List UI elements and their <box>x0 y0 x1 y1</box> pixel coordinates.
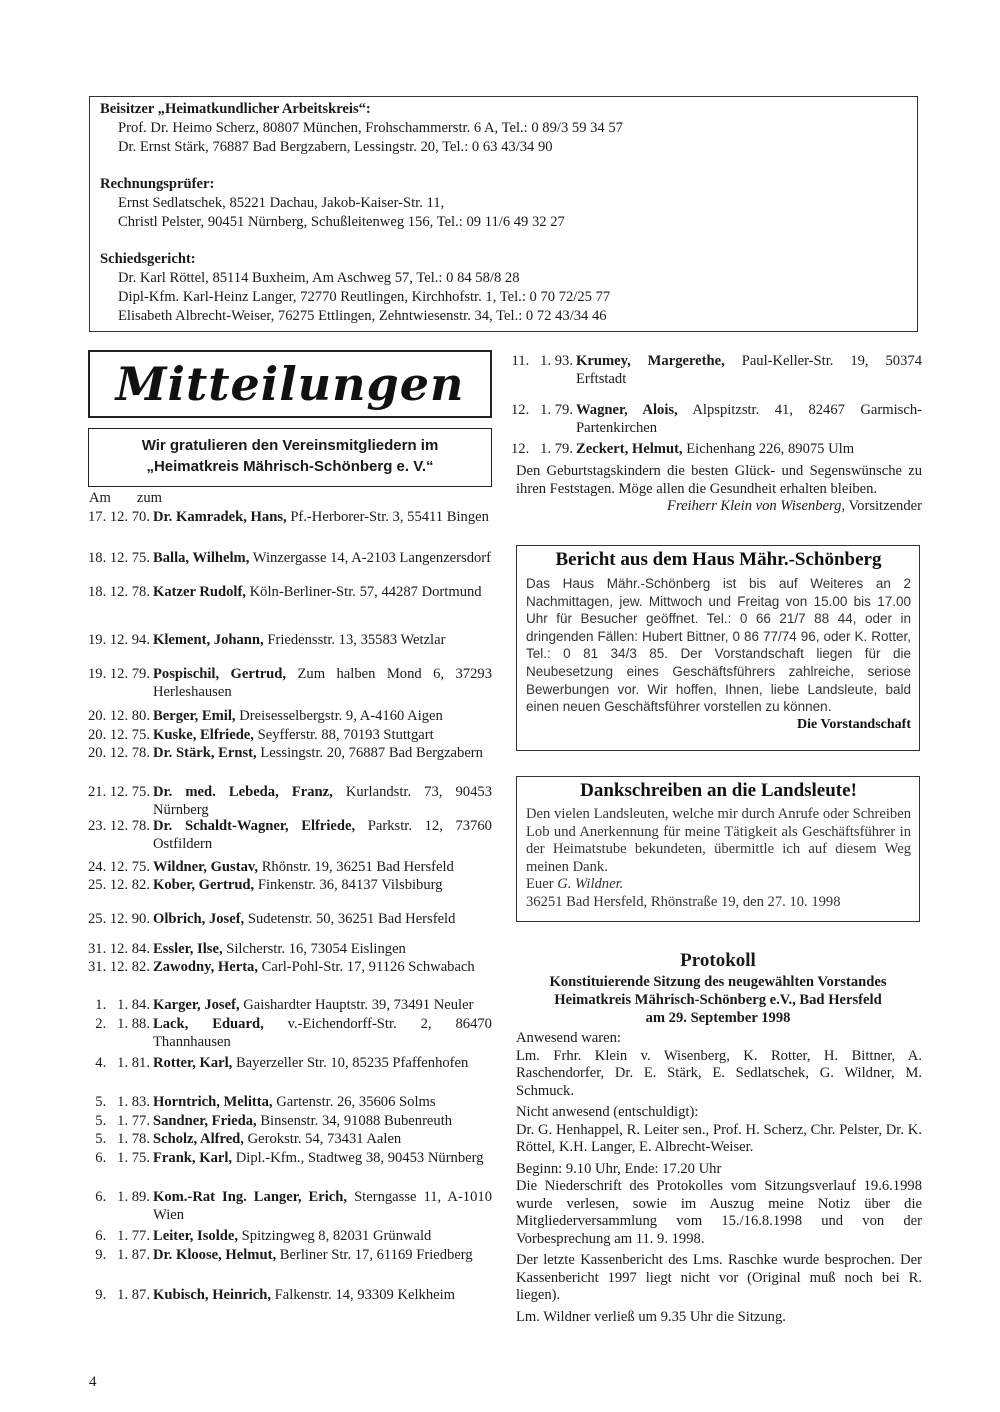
label-zum: zum <box>136 490 163 506</box>
member-name: Klement, Johann, <box>153 632 264 648</box>
member-address: Eichenhang 226, 89075 Ulm <box>686 441 855 457</box>
dank-box <box>516 776 920 922</box>
mitteilungen-heading: Mitteilungen <box>88 350 492 418</box>
member-name: Dr. Kamradek, Hans, <box>153 509 287 525</box>
member-name: Horntrich, Melitta, <box>153 1094 273 1110</box>
member-name: Kubisch, Heinrich, <box>153 1287 271 1303</box>
protokoll-paragraph: Die Niederschrift des Protokolles vom Sitzungsverlauf 19.6.1998 wurde verlesen, sowie im Auszug meine Notiz über die Mitgliederversammlung vom 15./16.8.1998 und von der Vorbesprechung am 11. 9. 1998. <box>516 1178 922 1247</box>
birthday-text <box>153 1287 492 1305</box>
member-name: Pospischil, Gertrud, <box>153 666 287 682</box>
member-address: Zum halben Mond 6, 37293 Herleshausen <box>153 666 492 700</box>
member-address: Gartenstr. 26, 35606 Solms <box>276 1094 436 1110</box>
birthday-date: 2. 1. 88. <box>95 1016 150 1032</box>
birthday-entry <box>82 666 492 702</box>
birthday-entry <box>505 402 922 438</box>
birthday-text <box>153 1055 492 1073</box>
member-name: Olbrich, Josef, <box>153 911 245 927</box>
bericht-signature: Die Vorstandschaft <box>797 716 911 732</box>
wishes-text: Den Geburtstagskindern die besten Glück- und Segenswünsche zu ihren Feststagen. Möge allen die Gesundheit erhalten bleiben. <box>516 463 922 497</box>
birthday-date: 24. 12. 75. <box>87 859 150 875</box>
page-number: 4 <box>89 1374 97 1390</box>
dank-place: 36251 Bad Hersfeld, Rhönstraße 19, den 27. 10. 1998 <box>526 893 841 910</box>
birthday-text <box>153 1150 492 1168</box>
member-name: Kuske, Elfriede, <box>153 727 254 743</box>
member-address: Pf.-Herborer-Str. 3, 55411 Bingen <box>290 509 489 525</box>
member-address: Finkenstr. 36, 84137 Vilsbiburg <box>257 877 443 893</box>
birthday-text <box>153 632 492 650</box>
birthday-entry <box>82 632 492 668</box>
member-address: Silcherstr. 16, 73054 Eislingen <box>226 941 406 957</box>
protokoll-paragraph: Beginn: 9.10 Uhr, Ende: 17.20 Uhr <box>516 1160 722 1177</box>
birthday-text <box>153 708 492 726</box>
birthday-text <box>153 859 492 877</box>
member-address: Kurlandstr. 73, 90453 Nürnberg <box>153 784 492 818</box>
protokoll-title: Protokoll <box>680 950 756 971</box>
member-address: Lessingstr. 20, 76887 Bad Bergzabern <box>260 745 483 761</box>
protokoll-subtitle <box>516 973 920 1027</box>
birthday-date: 11. 1. 93. <box>511 353 573 369</box>
congrats-line: Wir gratulieren den Vereinsmitgliedern im <box>141 437 439 454</box>
birthday-text <box>153 877 492 895</box>
birthday-entry <box>82 877 492 913</box>
birthday-text <box>153 1247 492 1265</box>
member-address: Friedensstr. 13, 35583 Wetzlar <box>267 632 446 648</box>
birthday-entry <box>82 1247 492 1283</box>
dank-text: Den vielen Landsleuten, welche mir durch Anrufe oder Schreiben Lob und Anerkennung für meine Tätigkeit als Geschäftsführer in der Heimatstube bekundeten, übermittle ich auf diesem Weg meinen Dank. <box>526 806 911 875</box>
board-line: Dr. Ernst Stärk, 76887 Bad Bergzabern, Lessingstr. 20, Tel.: 0 63 43/34 90 <box>118 139 553 155</box>
birthday-date: 1. 1. 84. <box>95 997 150 1013</box>
member-name: Lack, Eduard, <box>153 1016 264 1032</box>
congrats-line: „Heimatkreis Mährisch-Schönberg e. V.“ <box>146 458 434 475</box>
section-title: Beisitzer „Heimatkundlicher Arbeitskreis“: <box>100 101 371 117</box>
member-address: Sudetenstr. 50, 36251 Bad Hersfeld <box>247 911 456 927</box>
birthday-date: 6. 1. 77. <box>95 1228 150 1244</box>
congratulations-box <box>88 428 492 487</box>
birthday-text <box>153 509 492 527</box>
birthday-entry <box>82 550 492 586</box>
member-address: Paul-Keller-Str. 19, 50374 Erftstadt <box>576 353 922 387</box>
birthday-date: 25. 12. 82. <box>87 877 150 893</box>
member-name: Katzer Rudolf, <box>153 584 246 600</box>
member-address: Dipl.-Kfm., Stadtweg 38, 90453 Nürnberg <box>235 1150 484 1166</box>
protokoll-paragraph: Lm. Wildner verließ um 9.35 Uhr die Sitzung. <box>516 1308 786 1325</box>
protokoll-paragraph: Nicht anwesend (entschuldigt): <box>516 1104 699 1120</box>
birthday-date: 9. 1. 87. <box>95 1247 150 1263</box>
birthday-date: 23. 12. 78. <box>87 818 150 834</box>
member-address: Gerokstr. 54, 73431 Aalen <box>247 1131 402 1147</box>
member-address: Binsenstr. 34, 91088 Bubenreuth <box>260 1113 453 1129</box>
protokoll-paragraph: Anwesend waren: <box>516 1030 621 1046</box>
euer-name: G. Wildner. <box>557 876 624 893</box>
birthday-date: 9. 1. 87. <box>95 1287 150 1303</box>
birthday-date: 6. 1. 75. <box>95 1150 150 1166</box>
label-am: Am <box>89 490 111 506</box>
bericht-text: Das Haus Mähr.-Schönberg ist bis auf Weiteres an 2 Nachmittagen, jew. Mittwoch und Freitag von 15.00 bis 17.00 Uhr für Besucher geöffnet. Tel.: 0 66 21/7 88 44, oder in dringenden Fällen: Hubert Bittner, 0 86 77/74 96, oder K. Rotter, Tel.: 0 81 34/3 85. Der Vorstandschaft liegen für die Neubesetzung eines Geschäftsführers zahlreiche, seriose Bewerbungen vor. Wir hoffen, Ihnen, liebe Landsleute, bald einen neuen Geschäftsführer vorstellen zu können. <box>526 576 911 715</box>
protokoll-sub-line: am 29. September 1998 <box>645 1010 791 1026</box>
birthday-text <box>153 745 492 763</box>
birthday-entry <box>505 353 922 389</box>
member-name: Frank, Karl, <box>153 1150 233 1166</box>
member-address: Dreisesselbergstr. 9, A-4160 Aigen <box>239 708 443 724</box>
birthday-entry <box>82 1055 492 1091</box>
birthday-text <box>153 666 492 701</box>
birthday-text <box>153 959 492 977</box>
member-name: Karger, Josef, <box>153 997 240 1013</box>
birthday-date: 21. 12. 75. <box>87 784 150 800</box>
birthday-date: 18. 12. 75. <box>87 550 150 566</box>
birthday-text <box>153 911 492 929</box>
euer: Euer <box>526 876 554 893</box>
member-address: Spitzingweg 8, 82031 Grünwald <box>241 1228 432 1244</box>
member-address: Berliner Str. 17, 61169 Friedberg <box>279 1247 473 1263</box>
birthday-text <box>153 818 492 853</box>
birthday-entry <box>82 1016 492 1052</box>
birthday-date: 20. 12. 75. <box>87 727 150 743</box>
board-section-schiedsgericht <box>100 250 917 326</box>
member-name: Dr. Stärk, Ernst, <box>153 745 257 761</box>
birthday-text <box>576 353 922 388</box>
member-address: Winzergasse 14, A-2103 Langenzersdorf <box>252 550 492 566</box>
birthday-text <box>153 1131 492 1149</box>
section-title: Rechnungsprüfer: <box>100 176 215 192</box>
member-address: Sterngasse 11, A-1010 Wien <box>153 1189 492 1223</box>
board-line: Dipl-Kfm. Karl-Heinz Langer, 72770 Reutlingen, Kirchhofstr. 1, Tel.: 0 70 72/25 77 <box>118 289 611 305</box>
birthday-entry <box>82 1189 492 1225</box>
member-name: Scholz, Alfred, <box>153 1131 244 1147</box>
birthday-entry <box>82 745 492 781</box>
dank-closing <box>526 876 911 894</box>
board-section-rechnungspruefer <box>100 175 917 232</box>
birthday-date: 20. 12. 80. <box>87 708 150 724</box>
dank-title: Dankschreiben an die Landsleute! <box>580 780 857 801</box>
protokoll-paragraph: Dr. G. Henhappel, R. Leiter sen., Prof. H. Scherz, Chr. Pelster, Dr. K. Röttel, K.H. Langer, E. Albrecht-Weiser. <box>516 1121 922 1155</box>
birthday-entry <box>82 1150 492 1186</box>
birthday-date: 31. 12. 84. <box>87 941 150 957</box>
bericht-box <box>516 545 920 751</box>
birthday-date: 12. 1. 79. <box>510 441 573 457</box>
birthday-text <box>153 1016 492 1051</box>
birthday-date: 19. 12. 94. <box>87 632 150 648</box>
birthday-date: 17. 12. 70. <box>87 509 150 525</box>
protokoll-paragraph: Lm. Frhr. Klein v. Wisenberg, K. Rotter, H. Bittner, A. Raschendorfer, Dr. E. Stärk, E. Sedlatschek, G. Wildner, M. Schmuck. <box>516 1047 922 1099</box>
birthday-date: 5. 1. 77. <box>95 1113 150 1129</box>
member-name: Wildner, Gustav, <box>153 859 259 875</box>
birthday-date: 5. 1. 83. <box>95 1094 150 1110</box>
birthday-text <box>153 1113 492 1131</box>
birthday-date: 6. 1. 89. <box>95 1189 150 1205</box>
birthday-date: 5. 1. 78. <box>95 1131 150 1147</box>
birthday-text <box>576 441 922 459</box>
birthday-date: 4. 1. 81. <box>95 1055 150 1071</box>
birthday-entry <box>82 818 492 854</box>
birthday-text <box>153 550 492 568</box>
board-section-beisitzer <box>100 100 917 157</box>
member-name: Sandner, Frieda, <box>153 1113 257 1129</box>
column-labels <box>89 490 162 507</box>
member-address: Falkenstr. 14, 93309 Kelkheim <box>274 1287 456 1303</box>
member-address: v.-Eichendorff-Str. 2, 86470 Thannhausen <box>153 1016 492 1050</box>
member-address: Carl-Pohl-Str. 17, 91126 Schwabach <box>261 959 475 975</box>
member-name: Rotter, Karl, <box>153 1055 233 1071</box>
member-name: Essler, Ilse, <box>153 941 223 957</box>
birthday-entry <box>82 584 492 620</box>
member-address: Alpspitzstr. 41, 82467 Garmisch-Partenkirchen <box>576 402 922 436</box>
birthday-text <box>153 1094 492 1112</box>
board-line: Elisabeth Albrecht-Weiser, 76275 Ettlingen, Zehntwiesenstr. 34, Tel.: 0 72 43/34 46 <box>118 308 607 324</box>
member-name: Wagner, Alois, <box>576 402 678 418</box>
birthday-text <box>576 402 922 437</box>
birthday-entry <box>82 784 492 820</box>
member-name: Zawodny, Herta, <box>153 959 258 975</box>
birthday-date: 31. 12. 82. <box>87 959 150 975</box>
member-name: Leiter, Isolde, <box>153 1228 238 1244</box>
member-address: Köln-Berliner-Str. 57, 44287 Dortmund <box>249 584 482 600</box>
section-title: Schiedsgericht: <box>100 251 196 267</box>
board-line: Ernst Sedlatschek, 85221 Dachau, Jakob-Kaiser-Str. 11, <box>118 195 445 211</box>
member-name: Zeckert, Helmut, <box>576 441 683 457</box>
protokoll-sub-line: Heimatkreis Mährisch-Schönberg e.V., Bad Hersfeld <box>554 992 882 1008</box>
birthday-text <box>153 997 492 1015</box>
member-name: Kom.-Rat Ing. Langer, Erich, <box>153 1189 348 1205</box>
birthday-text <box>153 1228 492 1246</box>
member-name: Dr. med. Lebeda, Franz, <box>153 784 333 800</box>
member-address: Rhönstr. 19, 36251 Bad Hersfeld <box>261 859 454 875</box>
birthday-entry <box>82 509 492 545</box>
protokoll-sub-line: Konstituierende Sitzung des neugewählten Vorstandes <box>549 974 887 990</box>
signature-name: Freiherr Klein von Wisenberg, <box>667 498 846 514</box>
board-line: Prof. Dr. Heimo Scherz, 80807 München, Frohschammerstr. 6 A, Tel.: 0 89/3 59 34 57 <box>118 120 623 136</box>
board-line: Christl Pelster, 90451 Nürnberg, Schußleitenweg 156, Tel.: 09 11/6 49 32 27 <box>118 214 565 230</box>
member-address: Gaishardter Hauptstr. 39, 73491 Neuler <box>243 997 474 1013</box>
birthday-text <box>153 784 492 819</box>
signature-role: Vorsitzender <box>848 498 922 514</box>
birthday-entry <box>82 959 492 995</box>
birthday-date: 20. 12. 78. <box>87 745 150 761</box>
birthday-text <box>153 1189 492 1224</box>
birthday-date: 18. 12. 78. <box>87 584 150 600</box>
member-name: Berger, Emil, <box>153 708 236 724</box>
member-name: Krumey, Margerethe, <box>576 353 725 369</box>
birthday-entry <box>82 1287 492 1323</box>
bericht-title: Bericht aus dem Haus Mähr.-Schönberg <box>555 549 882 570</box>
member-name: Balla, Wilhelm, <box>153 550 250 566</box>
birthday-text <box>153 584 492 602</box>
birthday-date: 25. 12. 90. <box>87 911 150 927</box>
birthday-date: 12. 1. 79. <box>510 402 573 418</box>
board-box <box>89 96 918 332</box>
member-name: Dr. Kloose, Helmut, <box>153 1247 277 1263</box>
member-name: Dr. Schaldt-Wagner, Elfriede, <box>153 818 356 834</box>
protokoll-body <box>516 1030 922 1330</box>
wishes-signature <box>516 498 922 516</box>
birthday-text <box>153 727 492 745</box>
birthday-date: 19. 12. 79. <box>87 666 150 682</box>
member-address: Seyfferstr. 88, 70193 Stuttgart <box>257 727 434 743</box>
protokoll-paragraph: Der letzte Kassenbericht des Lms. Raschke wurde besprochen. Der Kassenbericht 1997 liegt nicht vor (Original muß noch bei R. liegen). <box>516 1252 922 1303</box>
member-name: Kober, Gertrud, <box>153 877 255 893</box>
member-address: Bayerzeller Str. 10, 85235 Pfaffenhofen <box>235 1055 469 1071</box>
board-line: Dr. Karl Röttel, 85114 Buxheim, Am Aschweg 57, Tel.: 0 84 58/8 28 <box>118 270 520 286</box>
birthday-text <box>153 941 492 959</box>
member-address: Parkstr. 12, 73760 Ostfildern <box>153 818 492 852</box>
